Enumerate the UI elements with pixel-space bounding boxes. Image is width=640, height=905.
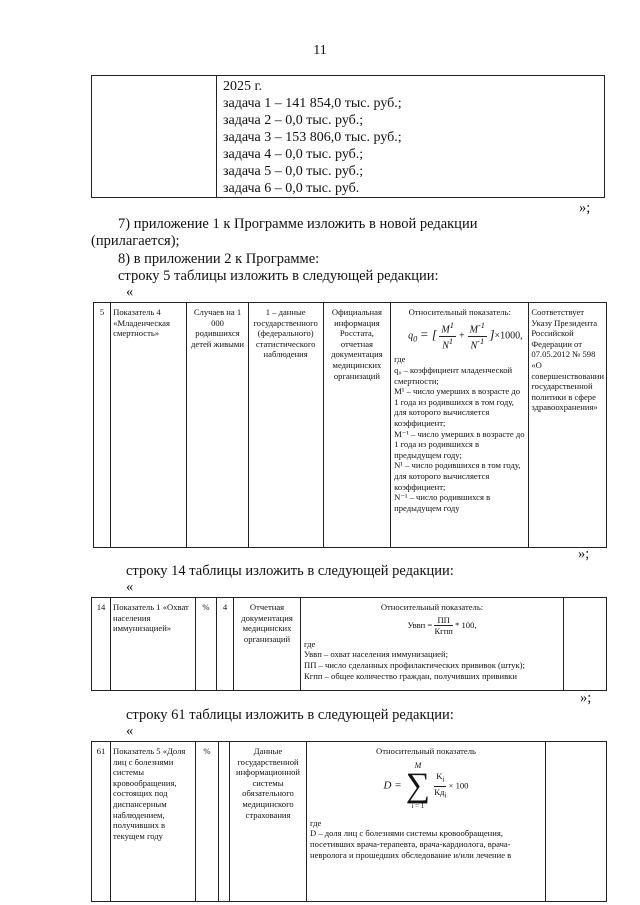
formula-n1: N bbox=[442, 339, 449, 351]
empty-cell bbox=[546, 742, 607, 902]
formula-m2: M bbox=[469, 323, 479, 335]
funding-line: задача 6 – 0,0 тыс. руб. bbox=[223, 181, 360, 196]
formula-mult: ×1000, bbox=[494, 330, 523, 342]
formula-mult: × 100 bbox=[448, 780, 469, 791]
funding-line: задача 5 – 0,0 тыс. руб.; bbox=[223, 164, 364, 179]
formula-mult: * 100, bbox=[455, 619, 477, 630]
formula-m1-sup: 1 bbox=[449, 320, 454, 330]
method-cell bbox=[391, 303, 529, 548]
formula: $q_0$ = [ $\frac{M^1}{N^1}$ + $\frac{M^{-1}}{N^{-1}}$ ]×1000, bbox=[408, 320, 523, 351]
close-quote: »; bbox=[579, 200, 591, 216]
type: 4 bbox=[217, 598, 234, 691]
method-title: Относительный показатель bbox=[376, 746, 476, 756]
close-quote: »; bbox=[580, 690, 592, 706]
formula-denominator: Кгпп bbox=[434, 626, 453, 637]
open-quote: « bbox=[126, 723, 134, 739]
formula-m2-sup: -1 bbox=[478, 320, 485, 330]
open-quote: « bbox=[126, 284, 134, 300]
source-type: 1 – данные государственного (федерального) статистического наблюдения bbox=[248, 303, 323, 548]
method-cell bbox=[301, 598, 564, 691]
unit: % bbox=[196, 742, 219, 902]
row5-table bbox=[93, 302, 607, 548]
funding-cell bbox=[217, 76, 605, 198]
formula-n1-sup: 1 bbox=[448, 336, 454, 346]
where-line: N⁻¹ – число родившихся в предыдущем году bbox=[394, 492, 491, 513]
empty-cell bbox=[92, 76, 217, 198]
row61-table bbox=[91, 741, 607, 902]
open-quote: « bbox=[126, 579, 134, 595]
funding-table bbox=[91, 75, 605, 198]
where-line: где bbox=[394, 354, 406, 365]
row14-intro: строку 14 таблицы изложить в следующей редакции: bbox=[126, 563, 454, 579]
close-quote: »; bbox=[578, 546, 590, 562]
para-7-cont: (прилагается); bbox=[91, 233, 180, 249]
empty-cell bbox=[564, 598, 607, 691]
method-title: Относительный показатель: bbox=[408, 307, 511, 317]
source: Данные государственной информационной системы обязательного медицинского страхования bbox=[230, 742, 307, 902]
sigma-icon: ∑ bbox=[405, 767, 431, 805]
method-cell bbox=[307, 742, 546, 902]
funding-line: задача 3 – 153 806,0 тыс. руб.; bbox=[223, 130, 402, 145]
where-line: M⁻¹ – число умерших в возрасте до 1 года из родившихся в предыдущем году; bbox=[394, 428, 525, 460]
formula-numerator: ПП bbox=[434, 615, 452, 627]
page-number: 11 bbox=[313, 43, 327, 58]
compliance: Соответствует Указу Президента Российской Федерации от 07.05.2012 № 598 «О совершенствовании государственной политики в сфере здравоохранения» bbox=[529, 303, 607, 548]
row-number: 14 bbox=[92, 598, 111, 691]
formula-n2-sup: -1 bbox=[477, 336, 485, 346]
where-line: Уввп – охват населения иммунизацией; bbox=[304, 649, 448, 660]
unit: % bbox=[196, 598, 217, 691]
row-number: 61 bbox=[92, 742, 111, 902]
funding-line: задача 4 – 0,0 тыс. руб.; bbox=[223, 147, 364, 162]
empty-cell bbox=[219, 742, 230, 902]
row61-intro: строку 61 таблицы изложить в следующей редакции: bbox=[126, 707, 454, 723]
row5-intro: строку 5 таблицы изложить в следующей редакции: bbox=[118, 268, 439, 284]
sum-bottom: i = 1 bbox=[411, 802, 425, 811]
para-7: 7) приложение 1 к Программе изложить в новой редакции bbox=[118, 216, 478, 232]
source: Отчетная документация медицинских организаций bbox=[234, 598, 301, 691]
indicator-name: Показатель 1 «Охват населения иммунизацией» bbox=[111, 598, 196, 691]
formula-n2: N bbox=[470, 339, 478, 351]
formula bbox=[310, 761, 542, 812]
indicator-name: Показатель 5 «Доля лиц с болезнями системы кровообращения, состоящих под диспансерным наблюдением, получивших в текущем году bbox=[111, 742, 196, 902]
where-line: D – доля лиц с болезнями системы кровообращения, посетивших врача-терапевта, врача-кардиолога, врача-невролога и прошедших обследование и/или лечение в bbox=[310, 828, 512, 860]
unit: Случаев на 1 000 родившихся детей живыми bbox=[187, 303, 248, 548]
formula-numerator: K bbox=[436, 771, 443, 782]
where-line: где bbox=[304, 638, 316, 649]
formula-lhs: Уввп = bbox=[407, 619, 433, 630]
where-line: Кгпп – общее количество граждан, получивших прививки bbox=[304, 670, 517, 681]
funding-line: задача 2 – 0,0 тыс. руб.; bbox=[223, 113, 364, 128]
method-title: Относительный показатель: bbox=[380, 602, 484, 612]
formula-lhs: D = bbox=[383, 779, 402, 792]
row14-table bbox=[91, 597, 607, 691]
formula-denominator: Кд bbox=[434, 786, 445, 797]
formula-lhs-sub: 0 bbox=[413, 334, 418, 344]
para-8: 8) в приложении 2 к Программе: bbox=[118, 251, 320, 267]
formula-numerator-sub: i bbox=[442, 776, 445, 785]
formula-m1: M bbox=[441, 323, 450, 335]
source: Официальная информация Росстата, отчетная документация медицинских организаций bbox=[323, 303, 390, 548]
where-line: q₀ – коэффициент младенческой смертности; bbox=[394, 365, 513, 386]
formula bbox=[324, 615, 560, 637]
where-line: M¹ – число умерших в возрасте до 1 года из родившихся в том году, для которого вычисляется коэффициент; bbox=[394, 386, 521, 428]
formula-lhs: q bbox=[408, 330, 414, 342]
funding-line: задача 1 – 141 854,0 тыс. руб.; bbox=[223, 96, 402, 111]
row-number: 5 bbox=[94, 303, 111, 548]
formula-denominator-sub: i bbox=[444, 791, 447, 800]
indicator-name: Показатель 4 «Младенческая смертность» bbox=[111, 303, 187, 548]
sum-top: M bbox=[414, 760, 422, 770]
where-line: N¹ – число родившихся в том году, для которого вычисляется коэффициент; bbox=[394, 460, 521, 492]
where-line: где bbox=[310, 817, 322, 828]
where-line: ПП – число сделанных профилактических прививок (штук); bbox=[304, 659, 525, 670]
funding-line: 2025 г. bbox=[223, 79, 263, 94]
